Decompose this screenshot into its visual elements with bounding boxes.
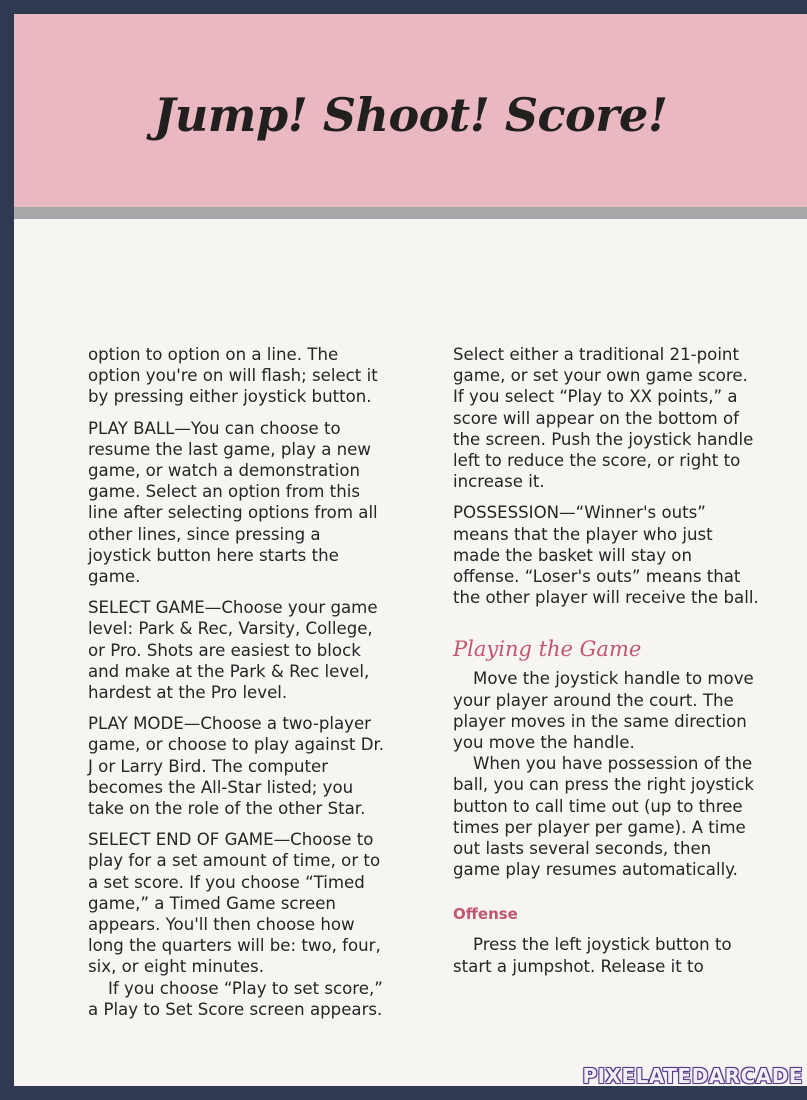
manual-page xyxy=(14,14,807,1086)
left-paragraph-end-of-game: SELECT END OF GAME—Choose to play for a set amount of time, or to a set score. If you choose “Timed game,” a Timed Game screen appears. You'll then choose how long the quarters will be: two, four, six, or eight minutes. xyxy=(88,830,381,977)
right-column xyxy=(453,344,761,977)
right-paragraph-jumpshot: Press the left joystick button to start a jumpshot. Release it to xyxy=(453,935,732,976)
left-paragraph-option: option to option on a line. The option you're on will flash; select it by pressing either joystick button. xyxy=(88,345,378,407)
page-title: Jump! Shoot! Score! xyxy=(153,88,668,142)
left-paragraph-play-mode: PLAY MODE—Choose a two-player game, or choose to play against Dr. J or Larry Bird. The computer becomes the All-Star listed; you take on the role of the other Star. xyxy=(88,714,385,819)
sub-heading-offense: Offense xyxy=(453,905,518,924)
right-paragraph-game-score: Select either a traditional 21-point game, or set your own game score. If you select “Play to XX points,” a score will appear on the bottom of the screen. Push the joystick handle left to reduce the score, or right to increase it. xyxy=(453,345,754,492)
watermark: PIXELATEDARCADE xyxy=(582,1064,803,1088)
right-paragraph-move: Move the joystick handle to move your player around the court. The player moves in the same direction you move the handle. xyxy=(453,669,754,753)
left-paragraph-select-game: SELECT GAME—Choose your game level: Park & Rec, Varsity, College, or Pro. Shots are easiest to block and make at the Park & Rec level, hardest at the Pro level. xyxy=(88,598,378,703)
right-paragraph-time-out: When you have possession of the ball, you can press the right joystick button to call time out (up to three times per player per game). A time out lasts several seconds, then game play resumes automatically. xyxy=(453,754,754,880)
left-column xyxy=(88,344,388,1020)
header-band xyxy=(14,14,807,207)
section-heading-playing-the-game: Playing the Game xyxy=(453,637,642,662)
right-paragraph-possession: POSSESSION—“Winner's outs” means that the player who just made the basket will stay on offense. “Loser's outs” means that the other player will receive the ball. xyxy=(453,503,759,608)
left-paragraph-play-ball: PLAY BALL—You can choose to resume the last game, play a new game, or watch a demonstration game. Select an option from this line after selecting options from all other lines, since pressing a joystick button here starts the game. xyxy=(88,418,378,587)
left-paragraph-set-score: If you choose “Play to set score,” a Play to Set Score screen appears. xyxy=(88,978,383,1019)
header-divider-stripe xyxy=(14,207,807,219)
